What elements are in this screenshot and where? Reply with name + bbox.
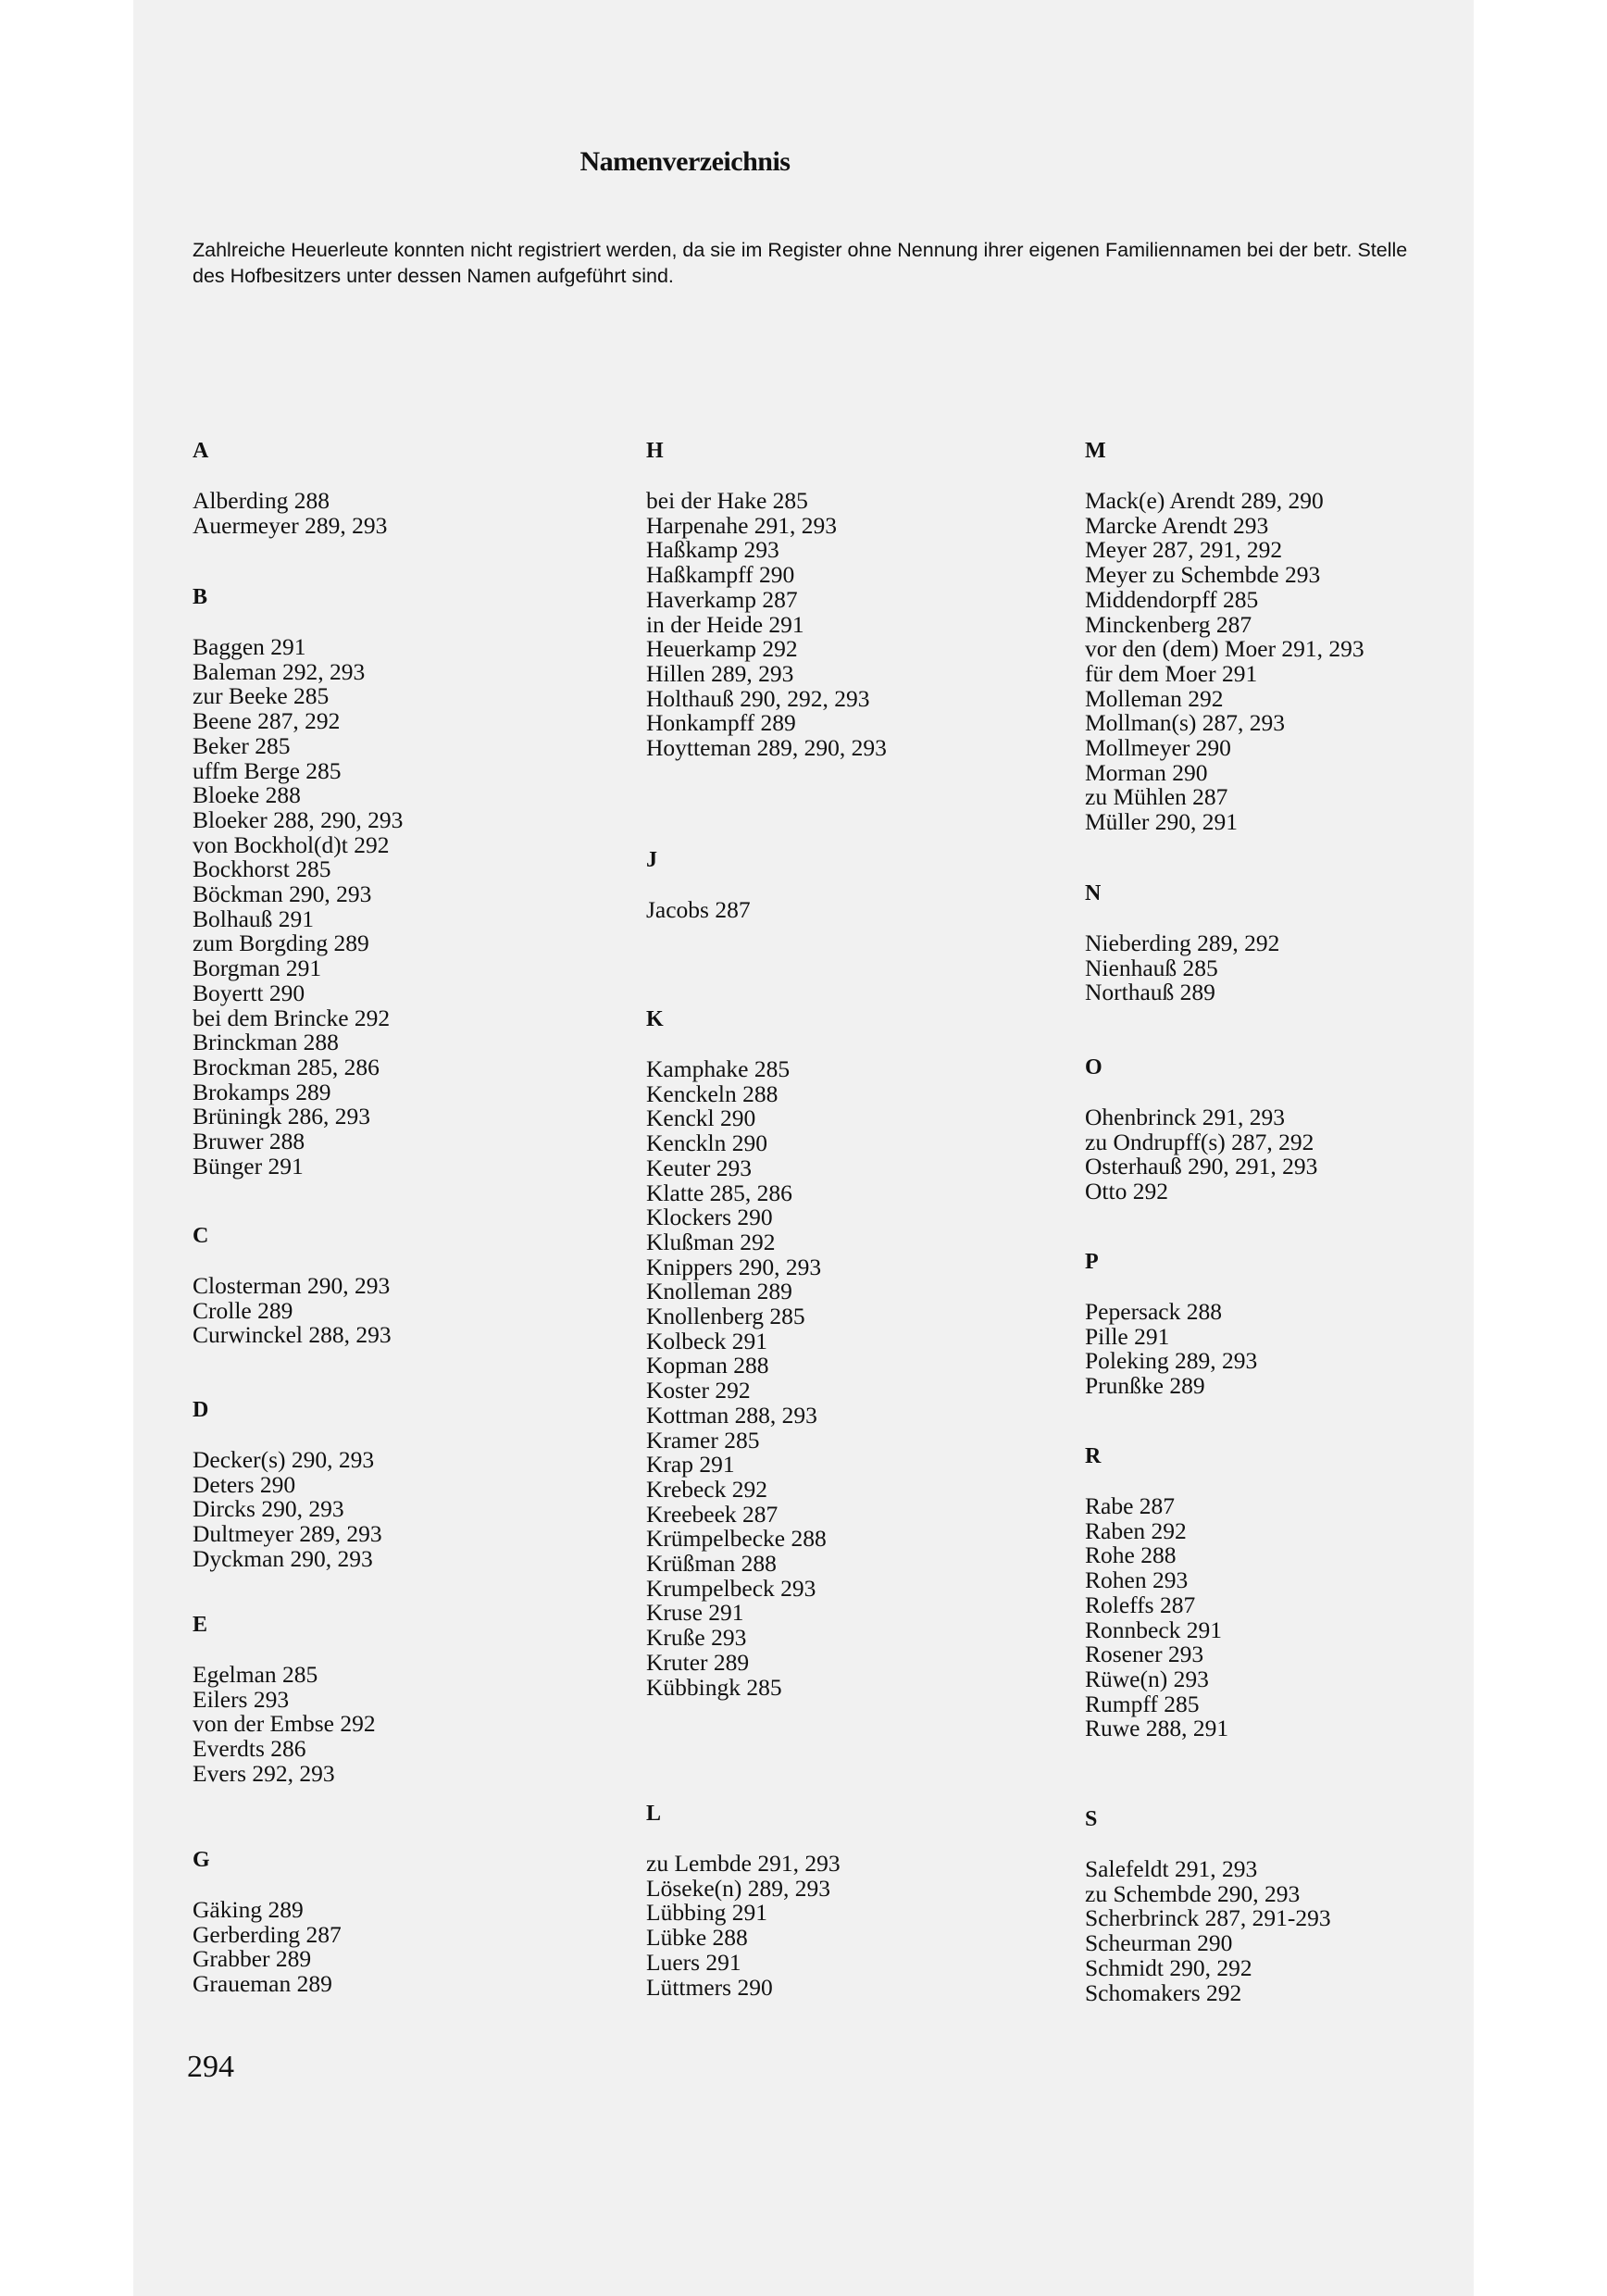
section-letter: E: [193, 1613, 208, 1637]
index-entry: Honkampff 289: [646, 709, 796, 737]
index-entry: Molleman 292: [1085, 684, 1224, 712]
index-entry: Luers 291: [646, 1948, 741, 1976]
index-entry: uffm Berge 285: [193, 756, 342, 784]
index-entry: Poleking 289, 293: [1085, 1347, 1258, 1375]
index-entry: Haßkampff 290: [646, 561, 795, 589]
index-entry: Brinckman 288: [193, 1029, 339, 1056]
index-entry: Boyertt 290: [193, 979, 305, 1006]
index-entry: Löseke(n) 289, 293: [646, 1874, 830, 1902]
index-entry: Everdts 286: [193, 1735, 306, 1763]
section-letter: G: [193, 1848, 210, 1872]
index-entry: Heuerkamp 292: [646, 635, 798, 663]
index-entry: Kopman 288: [646, 1352, 769, 1379]
index-section-h: [646, 439, 887, 761]
index-entry: Morman 290: [1085, 758, 1208, 786]
index-entry: Krap 291: [646, 1451, 735, 1479]
index-entry: Bloeke 288: [193, 781, 301, 809]
index-entry: Müller 290, 291: [1085, 808, 1239, 836]
index-entry: Auermeyer 289, 293: [193, 511, 388, 539]
index-entry: Alberding 288: [193, 487, 330, 514]
index-entry: Rumpff 285: [1085, 1690, 1200, 1717]
index-entry: Gäking 289: [193, 1896, 304, 1923]
index-entry: Keuter 293: [646, 1154, 753, 1181]
section-letter: M: [1085, 439, 1106, 463]
index-entry: Bünger 291: [193, 1152, 304, 1179]
index-section-b: [193, 585, 403, 1179]
section-letter: C: [193, 1224, 209, 1248]
index-entry: Dultmeyer 289, 293: [193, 1520, 382, 1548]
index-section-k: [646, 1007, 827, 1700]
index-entry: Jacobs 287: [646, 896, 751, 923]
index-entry: Kottman 288, 293: [646, 1401, 817, 1429]
index-entry: Bloeker 288, 290, 293: [193, 805, 404, 833]
index-entry: Mack(e) Arendt 289, 290: [1085, 487, 1324, 514]
index-entry: Kramer 285: [646, 1426, 760, 1454]
index-entry: Kübbingk 285: [646, 1673, 782, 1701]
index-entry: Scheurman 290: [1085, 1929, 1233, 1957]
index-entry: Marcke Arendt 293: [1085, 511, 1269, 539]
index-entry: Closterman 290, 293: [193, 1272, 391, 1299]
index-entry: Borgman 291: [193, 955, 322, 982]
index-section-s: [1085, 1807, 1331, 2005]
index-entry: Grabber 289: [193, 1945, 312, 1973]
index-entry: Beker 285: [193, 731, 291, 759]
index-section-p: [1085, 1250, 1257, 1399]
index-entry: Salefeldt 291, 293: [1085, 1855, 1258, 1882]
index-entry: Beene 287, 292: [193, 707, 341, 735]
section-letter: S: [1085, 1807, 1098, 1831]
index-section-o: [1085, 1055, 1317, 1204]
index-entry: Kreebeek 287: [646, 1500, 779, 1528]
index-entry: Raben 292: [1085, 1516, 1187, 1544]
index-entry: Kenckln 290: [646, 1129, 768, 1157]
index-entry: Krüßman 288: [646, 1550, 777, 1578]
index-entry: bei dem Brincke 292: [193, 1004, 391, 1031]
index-entry: Scherbrinck 287, 291-293: [1085, 1904, 1331, 1932]
index-entry: Pepersack 288: [1085, 1298, 1222, 1325]
index-entry: Osterhauß 290, 291, 293: [1085, 1153, 1318, 1180]
section-letter: P: [1085, 1250, 1099, 1274]
index-entry: Bockhorst 285: [193, 855, 331, 883]
index-entry: zu Mühlen 287: [1085, 783, 1228, 811]
index-entry: Schmidt 290, 292: [1085, 1953, 1252, 1981]
index-entry: Böckman 290, 293: [193, 880, 372, 908]
index-entry: Egelman 285: [193, 1661, 318, 1688]
index-entry: Klußman 292: [646, 1228, 776, 1255]
section-letter: J: [646, 848, 657, 872]
intro-paragraph: Zahlreiche Heuerleute konnten nicht registriert werden, da sie im Register ohne Nennung ihrer eigenen Familiennamen bei der betr. Stelle des Hofbesitzers unter dessen Namen aufgeführt sind.: [193, 239, 1408, 287]
index-entry: Krebeck 292: [646, 1475, 767, 1503]
index-entry: Holthauß 290, 292, 293: [646, 684, 870, 712]
index-section-g: [193, 1848, 342, 1997]
section-letter: A: [193, 439, 209, 463]
index-entry: Prunßke 289: [1085, 1372, 1205, 1400]
index-entry: Minckenberg 287: [1085, 610, 1252, 638]
index-entry: Klockers 290: [646, 1204, 773, 1231]
index-entry: Roleffs 287: [1085, 1591, 1196, 1618]
index-entry: Bruwer 288: [193, 1128, 305, 1155]
index-entry: Hillen 289, 293: [646, 659, 794, 687]
index-entry: Crolle 289: [193, 1296, 293, 1324]
index-entry: Dircks 290, 293: [193, 1495, 344, 1523]
index-entry: in der Heide 291: [646, 610, 804, 638]
index-section-n: [1085, 881, 1279, 1005]
index-entry: Deters 290: [193, 1470, 296, 1498]
index-entry: Rüwe(n) 293: [1085, 1665, 1209, 1692]
index-entry: vor den (dem) Moer 291, 293: [1085, 635, 1364, 663]
index-section-c: [193, 1224, 392, 1348]
index-entry: Klatte 285, 286: [646, 1179, 792, 1206]
index-entry: Meyer 287, 291, 292: [1085, 536, 1283, 564]
section-letter: R: [1085, 1444, 1102, 1468]
index-entry: Kenckeln 288: [646, 1079, 779, 1107]
index-section-r: [1085, 1444, 1228, 1741]
index-entry: Kolbeck 291: [646, 1327, 768, 1354]
section-letter: B: [193, 585, 208, 609]
section-letter: O: [1085, 1055, 1102, 1079]
index-entry: Rosener 293: [1085, 1641, 1204, 1668]
index-entry: Hoytteman 289, 290, 293: [646, 734, 887, 762]
index-entry: Evers 292, 293: [193, 1759, 335, 1787]
index-entry: Lüttmers 290: [646, 1973, 773, 2001]
index-entry: zu Ondrupff(s) 287, 292: [1085, 1128, 1314, 1155]
index-entry: Knollenberg 285: [646, 1303, 805, 1330]
index-entry: Krümpelbecke 288: [646, 1525, 827, 1553]
index-entry: Rohen 293: [1085, 1566, 1189, 1594]
section-letter: N: [1085, 881, 1102, 905]
section-letter: L: [646, 1802, 662, 1826]
index-entry: Graueman 289: [193, 1970, 332, 1998]
index-entry: zum Borgding 289: [193, 930, 369, 957]
index-entry: Knippers 290, 293: [646, 1253, 822, 1280]
index-entry: Baleman 292, 293: [193, 657, 366, 685]
index-entry: Rabe 287: [1085, 1492, 1176, 1519]
index-entry: Kenckl 290: [646, 1104, 756, 1132]
index-entry: Nieberding 289, 292: [1085, 930, 1280, 956]
index-entry: Nienhauß 285: [1085, 954, 1218, 981]
index-entry: Krumpelbeck 293: [646, 1574, 816, 1602]
index-entry: Brockman 285, 286: [193, 1053, 380, 1080]
index-entry: Mollman(s) 287, 293: [1085, 709, 1286, 737]
index-entry: Bolhauß 291: [193, 905, 315, 932]
index-entry: Otto 292: [1085, 1178, 1168, 1205]
index-entry: Brüningk 286, 293: [193, 1103, 370, 1130]
index-entry: Kruse 291: [646, 1599, 744, 1627]
index-entry: Gerberding 287: [193, 1920, 342, 1948]
index-section-j: [646, 848, 751, 923]
index-entry: von Bockhol(d)t 292: [193, 830, 390, 858]
index-entry: Brokamps 289: [193, 1078, 331, 1105]
index-entry: Ronnbeck 291: [1085, 1616, 1223, 1643]
index-entry: Harpenahe 291, 293: [646, 511, 838, 539]
index-entry: Middendorpff 285: [1085, 585, 1259, 613]
page-title: Namenverzeichnis: [579, 146, 791, 177]
index-entry: Ruwe 288, 291: [1085, 1715, 1229, 1742]
index-entry: zu Schembde 290, 293: [1085, 1879, 1301, 1907]
index-entry: Knolleman 289: [646, 1278, 792, 1305]
index-section-l: [646, 1802, 841, 2000]
index-entry: für dem Moer 291: [1085, 659, 1258, 687]
index-section-m: [1085, 439, 1364, 835]
index-entry: Rohe 288: [1085, 1541, 1177, 1569]
index-entry: Decker(s) 290, 293: [193, 1446, 375, 1473]
section-letter: H: [646, 439, 664, 463]
index-entry: Kruter 289: [646, 1648, 750, 1676]
index-entry: Koster 292: [646, 1377, 751, 1404]
index-section-a: [193, 439, 387, 538]
index-entry: Ohenbrinck 291, 293: [1085, 1104, 1286, 1130]
section-letter: D: [193, 1398, 209, 1422]
index-entry: Mollmeyer 290: [1085, 734, 1231, 762]
index-entry: Baggen 291: [193, 633, 306, 660]
index-entry: Eilers 293: [193, 1685, 290, 1713]
index-entry: Lübke 288: [646, 1924, 748, 1952]
index-entry: von der Embse 292: [193, 1710, 376, 1738]
index-entry: zu Lembde 291, 293: [646, 1850, 841, 1877]
index-entry: Kamphake 285: [646, 1055, 791, 1082]
index-entry: Dyckman 290, 293: [193, 1544, 373, 1572]
section-letter: K: [646, 1007, 664, 1031]
index-entry: Northauß 289: [1085, 979, 1215, 1006]
index-entry: bei der Hake 285: [646, 487, 808, 514]
index-entry: Haverkamp 287: [646, 585, 798, 613]
index-section-e: [193, 1613, 376, 1787]
index-entry: Haßkamp 293: [646, 536, 779, 564]
index-section-d: [193, 1398, 382, 1572]
index-entry: Kruße 293: [646, 1624, 747, 1652]
index-entry: zur Beeke 285: [193, 682, 330, 710]
page-number: 294: [187, 2050, 234, 2084]
index-entry: Meyer zu Schembde 293: [1085, 561, 1321, 589]
index-entry: Pille 291: [1085, 1322, 1170, 1350]
index-entry: Schomakers 292: [1085, 1978, 1242, 2006]
index-entry: Curwinckel 288, 293: [193, 1321, 392, 1349]
index-entry: Lübbing 291: [646, 1899, 768, 1927]
